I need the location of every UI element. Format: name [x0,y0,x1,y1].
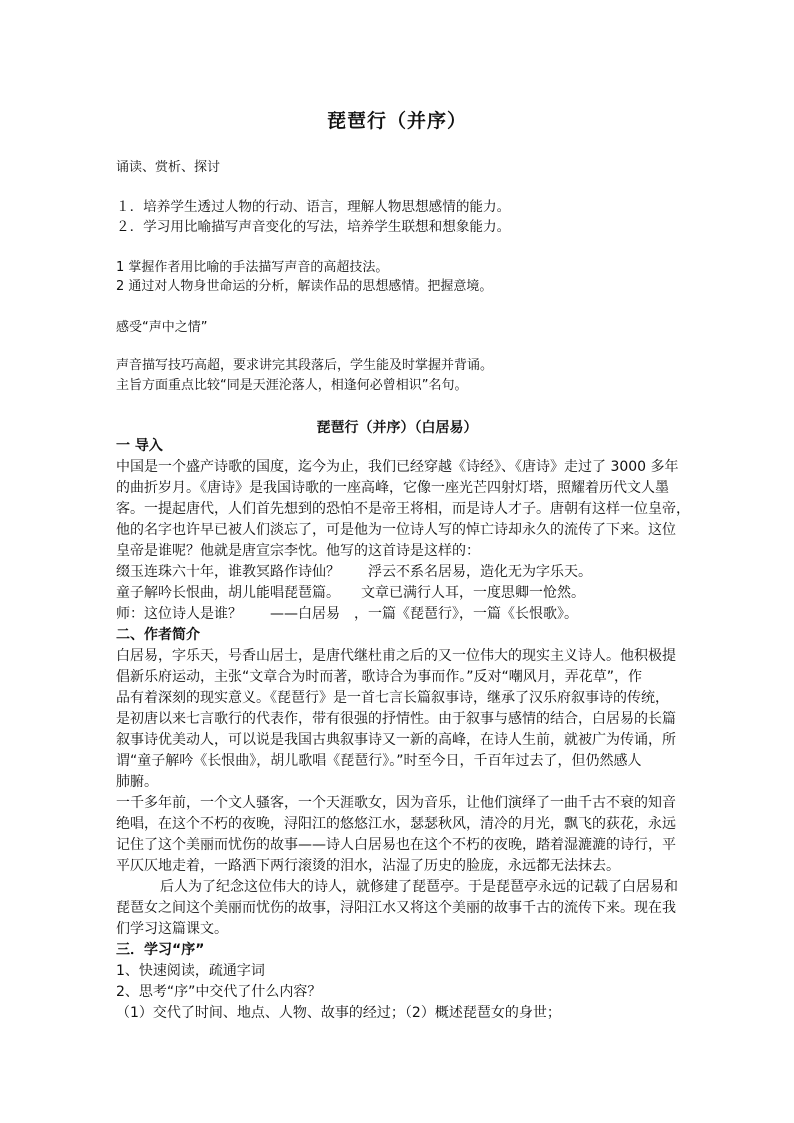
paragraph-line: 2、思考“序”中交代了什么内容？ [116,984,322,1000]
poem-line: 童子解吟长恨曲，胡儿能唱琵琶篇。 文章已满行人耳，一度思卿一怆然。 [116,585,585,601]
keypoint-1: 1 掌握作者用比喻的手法描写声音的高超技法。 [116,260,389,275]
paragraph-line: 师：这位诗人是谁？ ——白居易 ，一篇《琵琶行》，一篇《长恨歌》。 [116,606,578,622]
lesson-body [116,436,690,1024]
lesson-subtitle: 琵琶行（并序）（白居易） [316,420,478,436]
paragraph-line: （1）交代了时间、地点、人物、故事的经过；（2）概述琵琶女的身世； [116,1005,561,1021]
paragraph-line: 白居易，字乐天，号香山居士，是唐代继杜甫之后的又一位伟大的现实主义诗人。他积极提 [116,648,676,664]
paragraph-line: 皇帝是谁呢？他就是唐宣宗李忱。他写的这首诗是这样的： [116,543,480,559]
paragraph-line: 1、快速阅读，疏通字词 [116,963,265,979]
document-title: 琵琶行（并序） [326,110,467,132]
poem-line: 缀玉连珠六十年，谁教冥路作诗仙？ 浮云不系名居易，造化无为字乐天。 [116,564,592,580]
note-2: 主旨方面重点比较“同是天涯沦落人，相逢何必曾相识”名句。 [116,378,468,393]
paragraph-line: 中国是一个盛产诗歌的国度，迄今为止，我们已经穿越《诗经》、《唐诗》走过了 3000 多年 [116,459,679,475]
paragraph-line: 绝唱，在这个不朽的夜晚，浔阳江的悠悠江水，瑟瑟秋风，清冷的月光，飘飞的荻花，永远 [116,816,676,832]
paragraph-line: 记住了这个美丽而忧伤的故事——诗人白居易也在这个不朽的夜晚，踏着湿漉漉的诗行，平 [116,837,676,853]
section-heading-author: 二、作者简介 [116,627,200,643]
teaching-method: 诵读、赏析、探讨 [116,160,221,175]
paragraph-line: 肺腑。 [116,774,158,790]
paragraph-line: 谓“童子解吟《长恨曲》，胡儿歌唱《琵琶行》。”时至今日，千百年过去了，但仍然感人 [116,753,642,769]
goal-2: ２．学习用比喻描写声音变化的写法，培养学生联想和想象能力。 [116,219,511,235]
paragraph-line: 的曲折岁月。《唐诗》是我国诗歌的一座高峰，它像一座光芒四射灯塔，照耀着历代文人墨 [116,480,669,496]
paragraph-line: 倡新乐府运动，主张“文章合为时而著，歌诗合为事而作。”反对“嘲风月，弄花草”，作 [116,669,643,685]
keypoint-2: 2 通过对人物身世命运的分析，解读作品的思想感情。把握意境。 [116,279,493,294]
paragraph-line: 品有着深刻的现实意义。《琵琶行》是一首七言长篇叙事诗，继承了汉乐府叙事诗的传统， [116,690,669,706]
paragraph-line: 后人为了纪念这位伟大的诗人，就修建了琵琶亭。于是琵琶亭永远的记载了白居易和 [160,879,678,895]
goal-1: １．培养学生透过人物的行动、语言，理解人物思想感情的能力。 [116,199,511,215]
paragraph-line: 一千多年前，一个文人骚客，一个天涯歌女，因为音乐，让他们演绎了一曲千古不衰的知音 [116,795,676,811]
feel-heading: 感受“声中之情” [116,320,208,335]
section-heading-preface: 三．学习“序” [116,942,205,958]
section-heading-intro: 一 导入 [116,438,163,454]
note-1: 声音描写技巧高超，要求讲完其段落后，学生能及时掌握并背诵。 [116,358,494,373]
paragraph-line: 琵琶女之间这个美丽而忧伤的故事，浔阳江水又将这个美丽的故事千古的流传下来。现在我 [116,900,676,916]
paragraph-line: 们学习这篇课文。 [116,921,228,937]
paragraph-line: 叙事诗优美动人，可以说是我国古典叙事诗又一新的高峰，在诗人生前，就被广为传诵，所 [116,732,676,748]
paragraph-line: 客。一提起唐代，人们首先想到的恐怕不是帝王将相，而是诗人才子。唐朝有这样一位皇帝， [116,501,690,517]
paragraph-line: 他的名字也许早已被人们淡忘了，可是他为一位诗人写的悼亡诗却永久的流传了下来。这位 [116,522,676,538]
paragraph-line: 平仄仄地走着，一路洒下两行滚烫的泪水，沾湿了历史的脸庞，永远都无法抹去。 [116,858,620,874]
paragraph-line: 是初唐以来七言歌行的代表作，带有很强的抒情性。由于叙事与感情的结合，白居易的长篇 [116,711,676,727]
